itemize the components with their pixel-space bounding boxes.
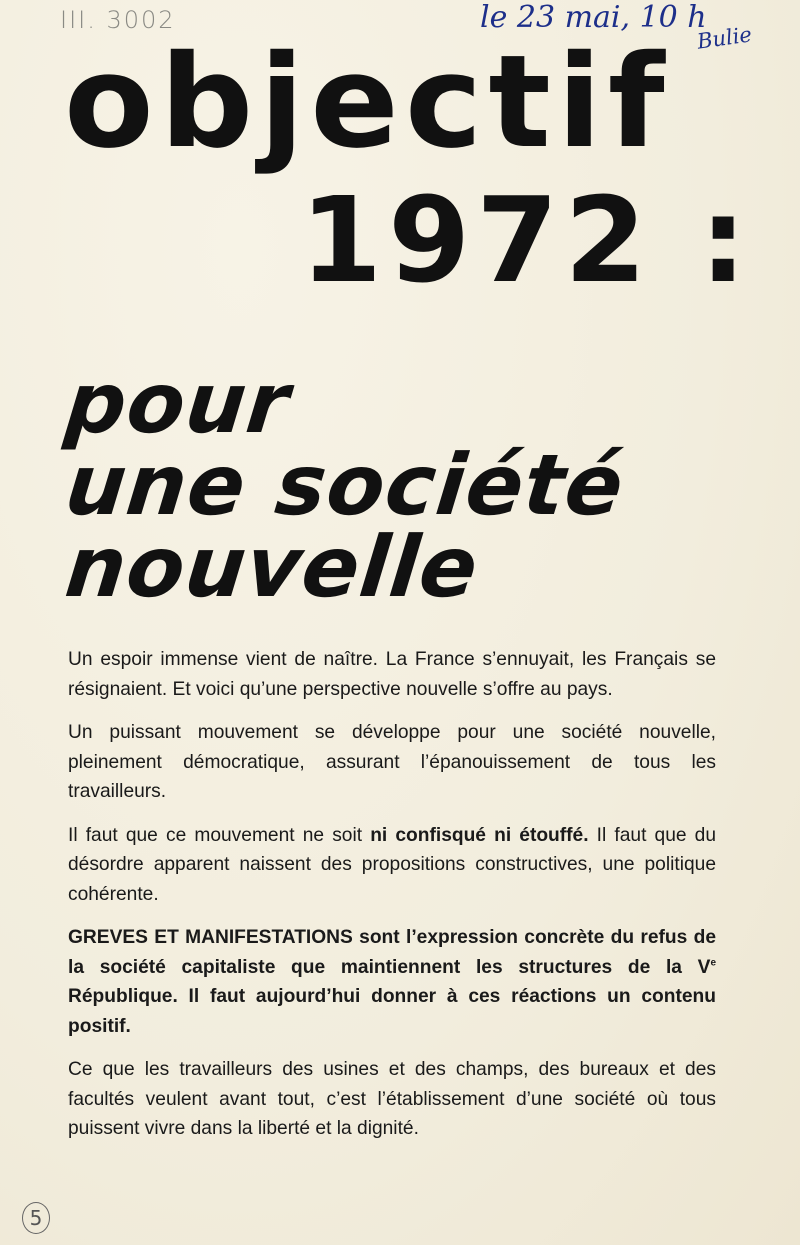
paragraph-3-end: Il faut que du désordre apparent naissent des propositions constructives, une politique cohérente. [68,824,717,905]
paragraph-3 [68,821,716,910]
handwritten-date-note: le 23 mai, 10 h [480,0,707,35]
paragraph-2: Un puissant mouvement se développe pour une société nouvelle, pleinement démocratique, assurant l’épanouissement de tous les travailleurs. [68,722,716,802]
subtitle-line-1: pour [61,354,295,452]
paragraph-4 [68,923,716,1041]
subtitle-line-2: une société [61,436,629,534]
page-number-circled: 5 [22,1202,50,1234]
paragraph-4-part-2: République. Il faut aujourd’hui donner à ces réactions un contenu positif. [68,986,716,1037]
handwritten-place-note: Bulie [695,22,754,54]
headline-objectif: objectif [64,28,671,177]
body-text [68,645,716,1158]
headline-year: 1972 : [300,171,753,309]
paragraph-3-start: Il faut que ce mouvement ne soit [68,824,371,846]
paragraph-4-part-1: sont l’expression concrète du refus de la société capitaliste que maintiennent les structures de la V [68,927,716,978]
paragraph-3-emphasis: ni confisqué ni étouffé. [370,824,589,846]
paragraph-4-caps: GREVES ET MANIFESTATIONS [68,927,353,948]
subtitle-line-3: nouvelle [61,518,484,616]
subtitle-block [61,354,629,616]
archive-reference-note: III. 3002 [60,6,176,34]
paragraph-1: Un espoir immense vient de naître. La France s’ennuyait, les Français se résignaient. Et voici qu’une perspective nouvelle s’offre au pays. [68,649,716,700]
paragraph-4-superscript: e [710,957,716,969]
paragraph-5: Ce que les travailleurs des usines et des champs, des bureaux et des facultés veulent avant tout, c’est l’établissement d’une société où tous puissent vivre dans la liberté et la dignité. [68,1059,716,1139]
